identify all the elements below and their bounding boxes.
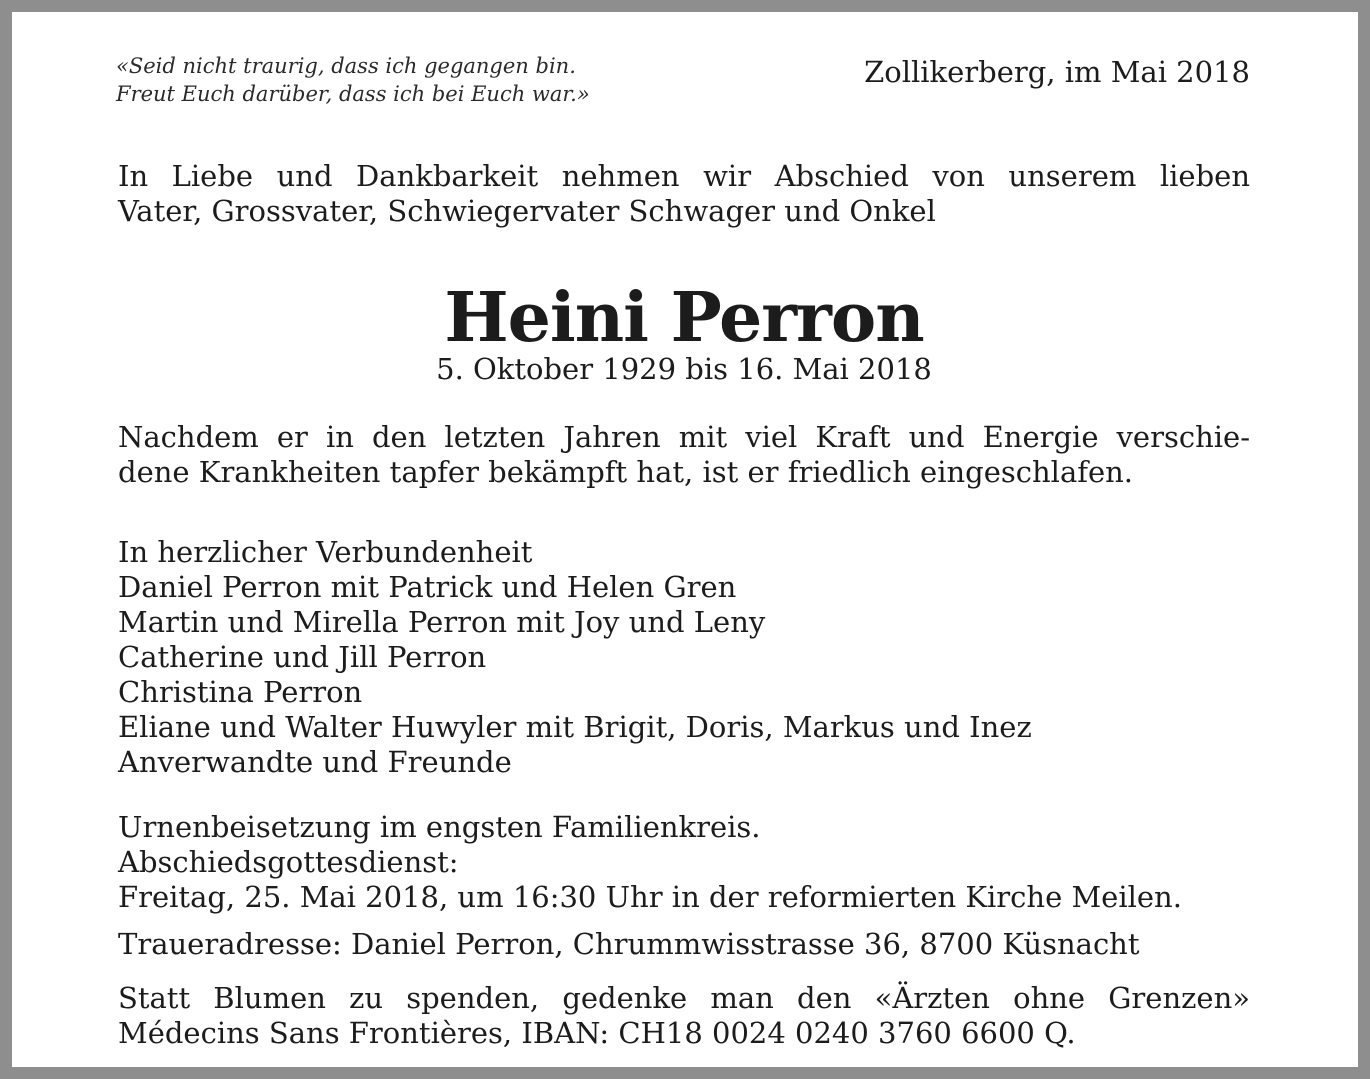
address-line: Traueradresse: Daniel Perron, Chrummwisstrasse 36, 8700 Küsnacht [118, 927, 1140, 961]
service-line: Freitag, 25. Mai 2018, um 16:30 Uhr in der reformierten Kirche Meilen. [118, 880, 1182, 914]
mourner-line: Catherine und Jill Perron [118, 640, 487, 674]
illness-line: Nachdem er in den letzten Jahren mit viel Kraft und Energie verschie- [118, 420, 1250, 454]
deceased-name: Heini Perron [444, 278, 924, 358]
illness-paragraph [118, 420, 1250, 490]
donation-info [118, 981, 1250, 1051]
quote-line: «Seid nicht traurig, dass ich gegangen bin. [116, 54, 576, 78]
service-info [118, 810, 1250, 915]
service-line: Urnenbeisetzung im engsten Familienkreis. [118, 810, 761, 844]
mourner-line: Daniel Perron mit Patrick und Helen Gren [118, 570, 737, 604]
place-date: Zollikerberg, im Mai 2018 [864, 55, 1250, 89]
donation-line: Médecins Sans Frontières, IBAN: CH18 0024 0240 3760 6600 Q. [118, 1016, 1076, 1050]
service-line: Abschiedsgottesdienst: [118, 845, 459, 879]
mourner-line: Anverwandte und Freunde [118, 745, 512, 779]
mourners-list [118, 535, 1250, 780]
life-dates: 5. Oktober 1929 bis 16. Mai 2018 [436, 352, 932, 386]
mourner-line: In herzlicher Verbundenheit [118, 535, 533, 569]
quote-line: Freut Euch darüber, dass ich bei Euch war.» [116, 82, 590, 106]
mourning-address [118, 927, 1250, 962]
epigraph-quote [116, 52, 590, 108]
mourner-line: Eliane und Walter Huwyler mit Brigit, Doris, Markus und Inez [118, 710, 1032, 744]
illness-line: dene Krankheiten tapfer bekämpft hat, ist er friedlich eingeschlafen. [118, 455, 1134, 489]
mourner-line: Martin und Mirella Perron mit Joy und Leny [118, 605, 766, 639]
intro-paragraph [118, 159, 1250, 229]
mourner-line: Christina Perron [118, 675, 363, 709]
donation-line: Statt Blumen zu spenden, gedenke man den «Ärzten ohne Grenzen» [118, 981, 1250, 1015]
obituary-notice [12, 12, 1358, 1067]
intro-line: In Liebe und Dankbarkeit nehmen wir Abschied von unserem lieben [118, 159, 1250, 193]
intro-line: Vater, Grossvater, Schwiegervater Schwager und Onkel [118, 194, 936, 228]
